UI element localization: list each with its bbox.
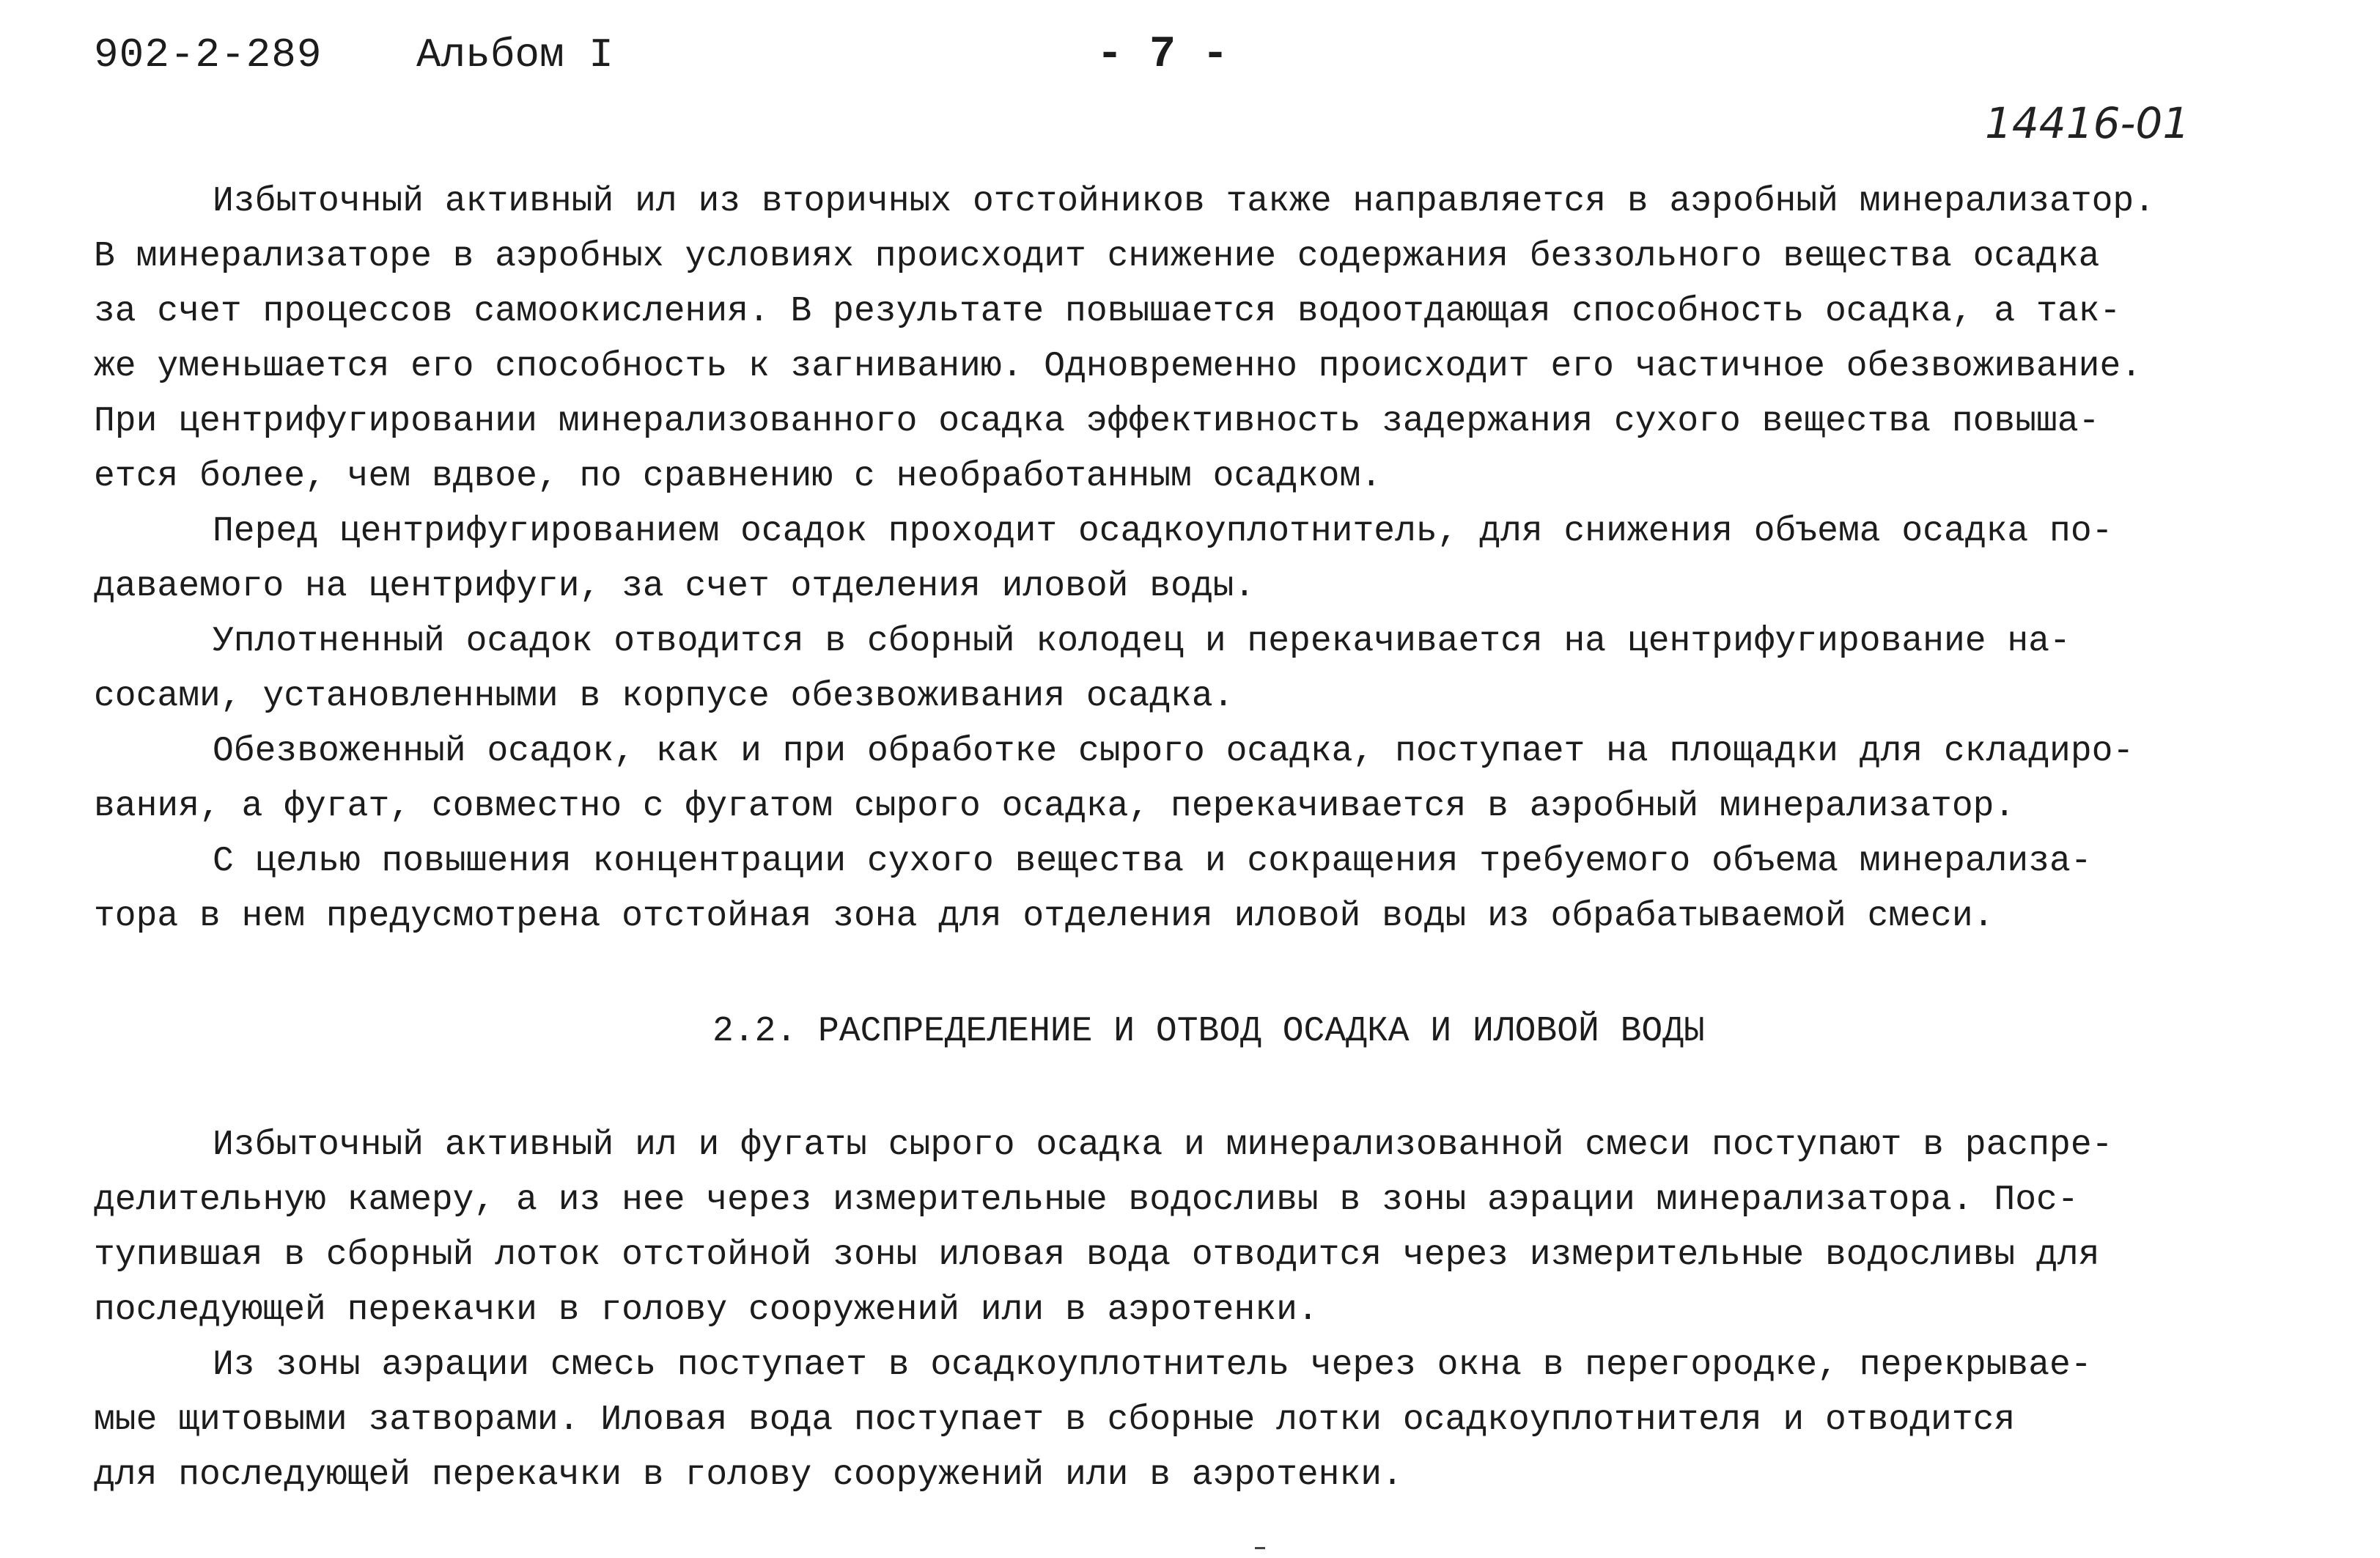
text-line: же уменьшается его способность к загниванию. Одновременно происходит его частичное обезвоживание. (94, 347, 2143, 386)
archive-number-handwritten: 14416-01 (1985, 98, 2190, 148)
text-line: Обезвоженный осадок, как и при обработке сырого осадка, поступает на площадки для складиро- (213, 732, 2134, 771)
text-line: Избыточный активный ил и фугаты сырого осадка и минерализованной смеси поступают в распре- (213, 1125, 2113, 1165)
text-block-2 (94, 1118, 2315, 1503)
text-line: Уплотненный осадок отводится в сборный колодец и перекачивается на центрифугирование на- (213, 622, 2071, 661)
footer-mark (1255, 1547, 1265, 1549)
text-line: тупившая в сборный лоток отстойной зоны иловая вода отводится через измерительные водосливы для (94, 1235, 2100, 1275)
text-line: вания, а фугат, совместно с фугатом сырого осадка, перекачивается в аэробный минерализатор. (94, 787, 2016, 826)
text-line: Перед центрифугированием осадок проходит осадкоуплотнитель, для снижения объема осадка по- (213, 512, 2113, 551)
section-heading: 2.2. РАСПРЕДЕЛЕНИЕ И ОТВОД ОСАДКА И ИЛОВОЙ ВОДЫ (712, 1012, 1705, 1051)
text-line: для последующей перекачки в голову сооружений или в аэротенки. (94, 1455, 1403, 1495)
text-line: тора в нем предусмотрена отстойная зона для отделения иловой воды из обрабатываемой смеси. (94, 897, 1994, 936)
text-line: делительную камеру, а из нее через измерительные водосливы в зоны аэрации минерализатора. Пос- (94, 1180, 2079, 1220)
text-line: последующей перекачки в голову сооружений или в аэротенки. (94, 1290, 1319, 1330)
text-line: С целью повышения концентрации сухого вещества и сокращения требуемого объема минерализа- (213, 842, 2092, 881)
page-number: - 7 - (1097, 30, 1229, 80)
text-line: В минерализаторе в аэробных условиях происходит снижение содержания беззольного вещества осадка (94, 237, 2100, 276)
text-line: ется более, чем вдвое, по сравнению с необработанным осадком. (94, 457, 1382, 496)
text-line: Избыточный активный ил из вторичных отстойников также направляется в аэробный минерализатор. (213, 182, 2156, 221)
text-line: даваемого на центрифуги, за счет отделения иловой воды. (94, 567, 1256, 606)
text-block-1 (94, 174, 2315, 944)
album-label: Альбом I (416, 32, 614, 78)
text-line: сосами, установленными в корпусе обезвоживания осадка. (94, 677, 1234, 716)
document-code: 902-2-289 (94, 32, 323, 78)
text-line: При центрифугировании минерализованного осадка эффективность задержания сухого вещества повыша- (94, 402, 2100, 441)
text-line: мые щитовыми затворами. Иловая вода поступает в сборные лотки осадкоуплотнителя и отводится (94, 1400, 2016, 1440)
text-line: Из зоны аэрации смесь поступает в осадкоуплотнитель через окна в перегородке, перекрывае- (213, 1345, 2092, 1385)
text-line: за счет процессов самоокисления. В результате повышается водоотдающая способность осадка, а так- (94, 292, 2121, 331)
